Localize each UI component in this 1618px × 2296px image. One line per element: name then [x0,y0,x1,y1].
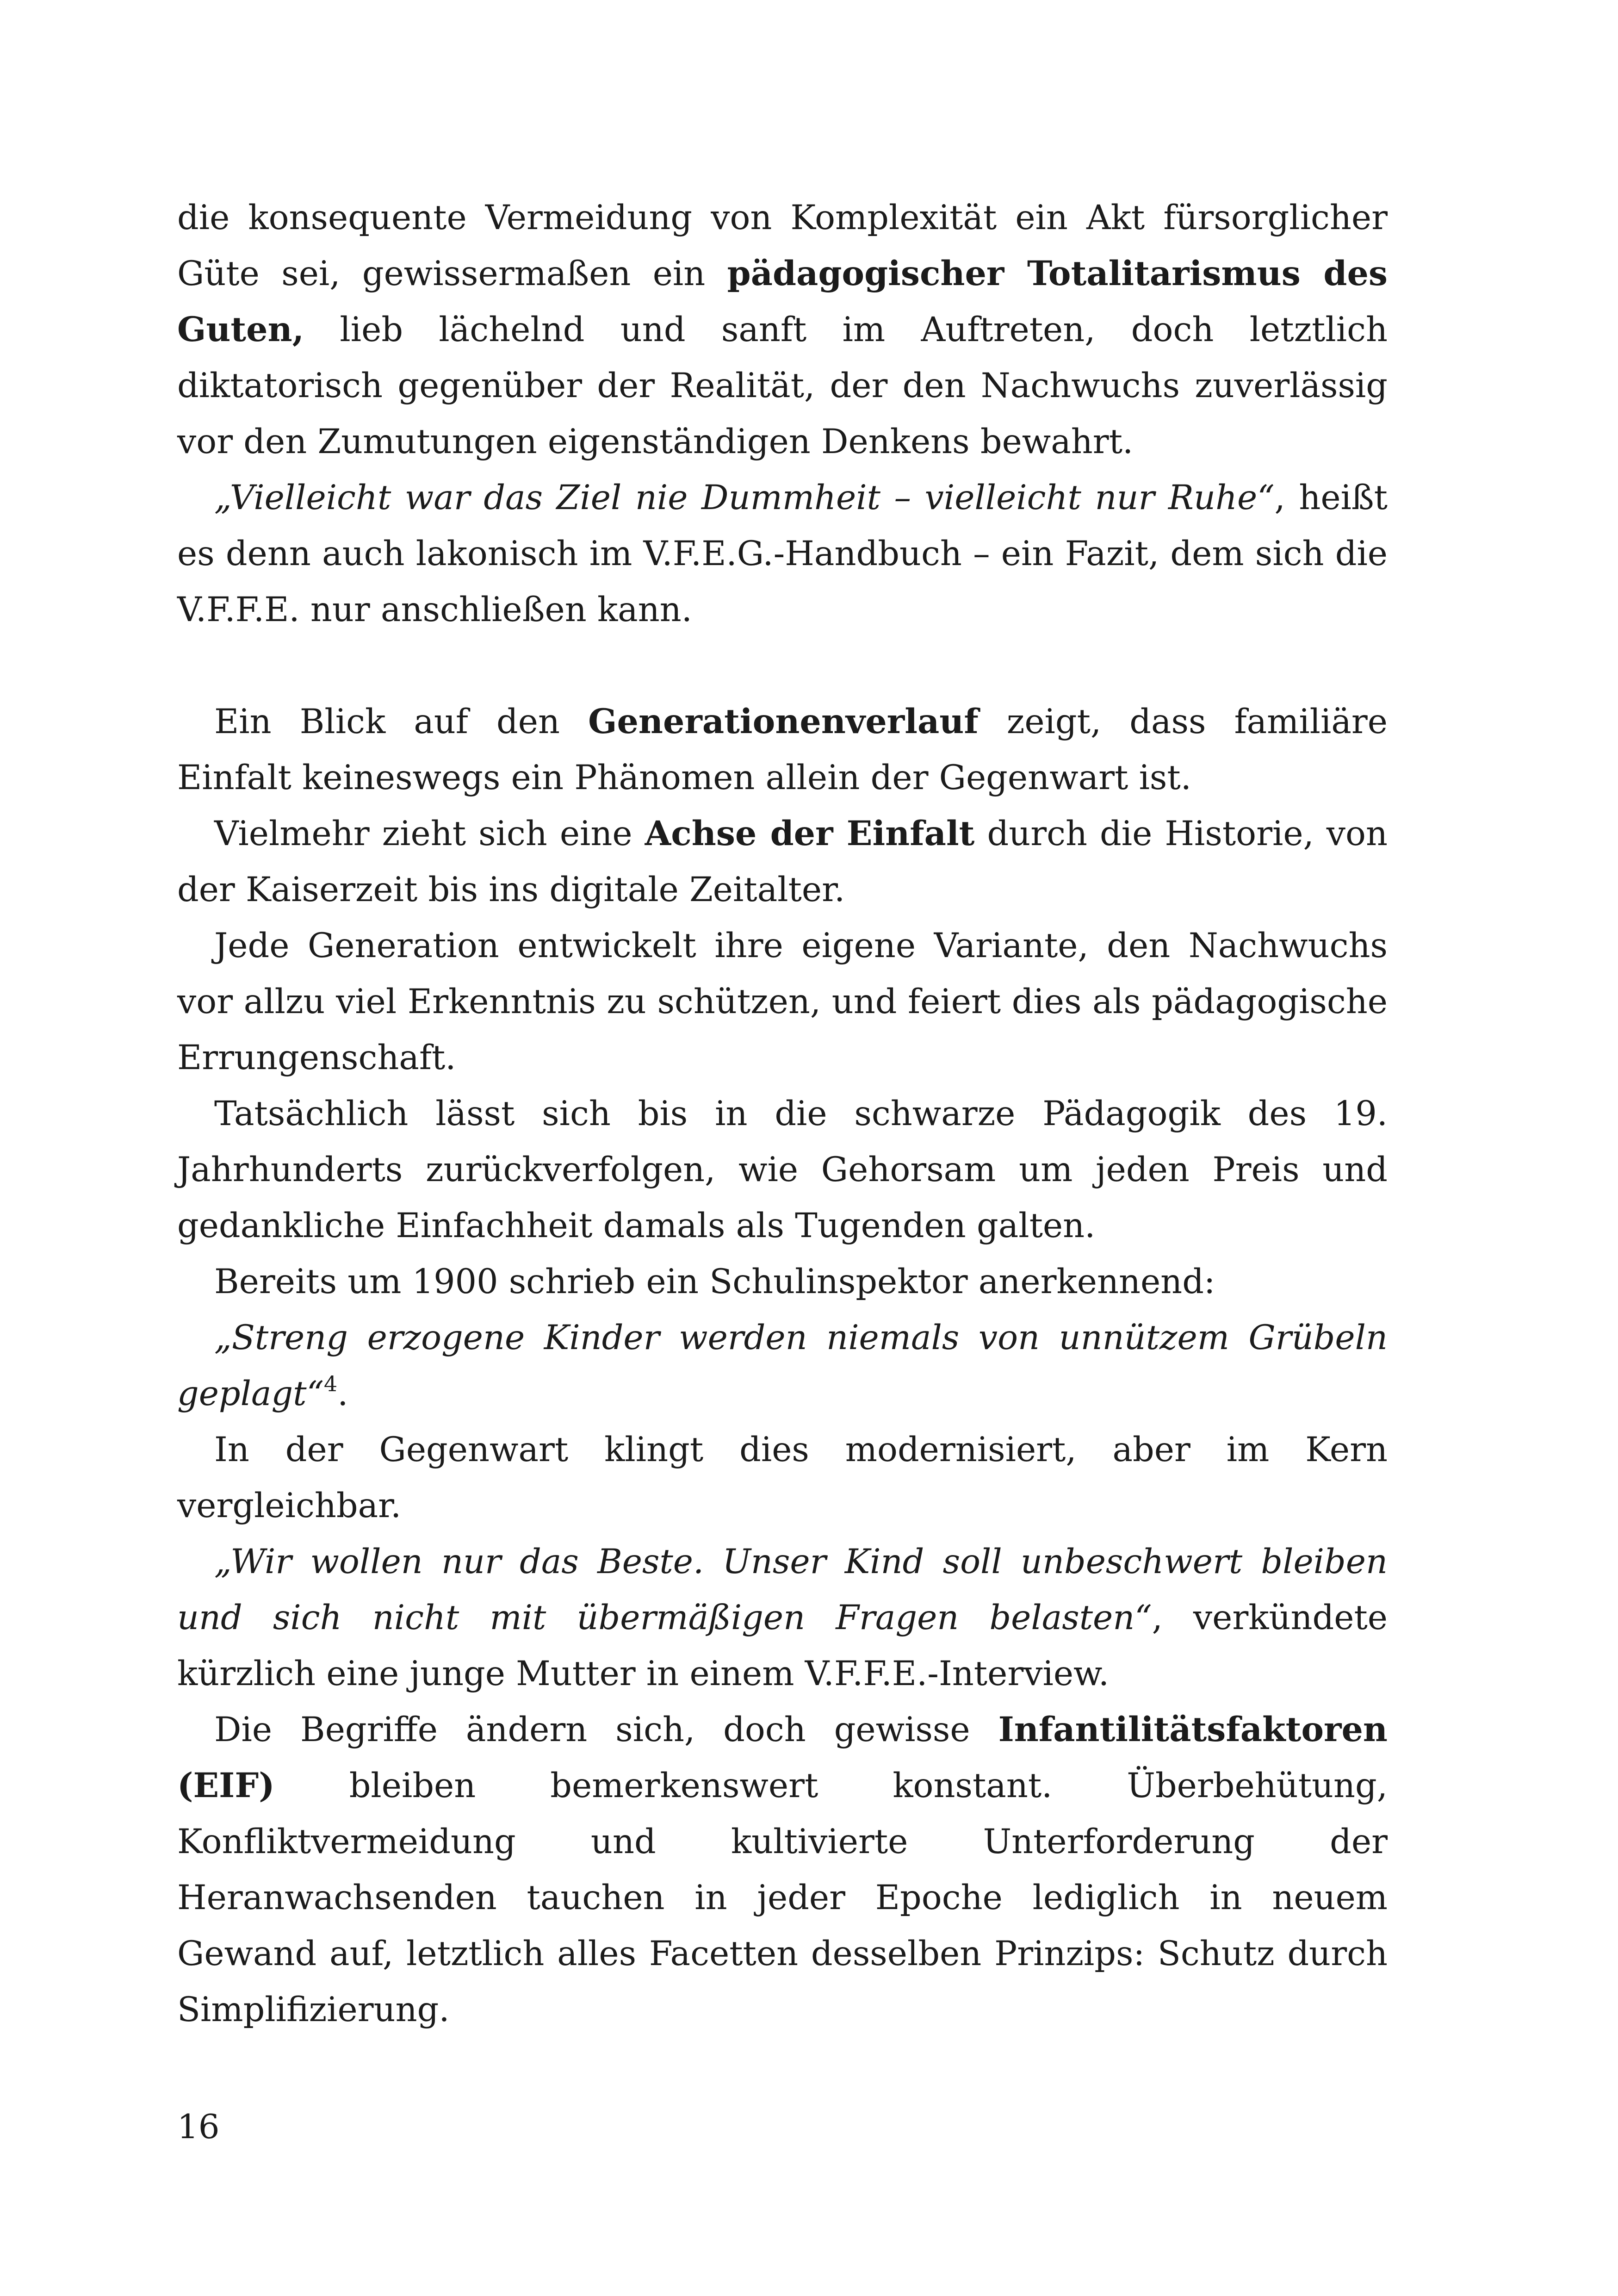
paragraph [177,1086,1388,1254]
paragraph [177,1422,1388,1534]
emphasis-term: Generationenverlauf [588,702,979,741]
paragraph [177,1310,1388,1422]
text-run: zeigt, dass familiäre Einfalt keineswegs ein Phänomen allein der Gegenwart ist. [177,702,1388,797]
quotation: „Vielleicht war das Ziel nie Dummheit – vielleicht nur Ruhe“ [214,478,1275,517]
text-run: . [337,1374,348,1413]
paragraph [177,806,1388,918]
paragraph [177,694,1388,806]
text-run: die konsequente Vermeidung von Komplexität ein Akt fürsorglicher Güte sei, gewissermaßen ein [177,198,1388,293]
text-run: Vielmehr zieht sich eine [214,814,645,853]
text-run: Tatsächlich lässt sich bis in die schwarze Pädagogik des 19. Jahrhunderts zurückverfolgen, wie Gehorsam um jeden Preis und gedankliche Einfachheit damals als Tugenden galten. [177,1094,1388,1245]
paragraph [177,190,1388,470]
text-run: Bereits um 1900 schrieb ein Schulinspektor anerkennend: [214,1262,1215,1301]
footnote-marker: 4 [323,1371,338,1396]
emphasis-term: Achse der Einfalt [645,814,975,853]
emphasis-term: pädagogischer Totalitarismus des Guten, [177,254,1388,349]
text-run: durch die Historie, von der Kaiserzeit bis ins digitale Zeitalter. [177,814,1388,909]
page-number: 16 [177,2107,220,2146]
text-run: In der Gegenwart klingt dies modernisiert, aber im Kern vergleichbar. [177,1430,1388,1525]
paragraph [177,1254,1388,1310]
body-text [177,190,1388,2038]
text-run: , verkündete kürzlich eine junge Mutter in einem V.F.F.E.-Interview. [177,1598,1388,1693]
paragraph [177,470,1388,638]
text-run: Die Begriffe ändern sich, doch gewisse [214,1710,998,1749]
text-run: lieb lächelnd und sanft im Auftreten, doch letztlich diktatorisch gegenüber der Realität, der den Nachwuchs zuverlässig vor den Zumutungen eigenständigen Denkens bewahrt. [177,310,1388,461]
emphasis-term: Infantilitätsfaktoren (EIF) [177,1710,1388,1805]
quotation: „Streng erzogene Kinder werden niemals von unnützem Grübeln geplagt“ [177,1318,1388,1413]
text-run: Ein Blick auf den [214,702,589,741]
text-run: Jede Generation entwickelt ihre eigene Variante, den Nachwuchs vor allzu viel Erkenntnis zu schützen, und feiert dies als pädagogische Errungenschaft. [177,926,1388,1077]
paragraph [177,1534,1388,1702]
text-run: bleiben bemerkenswert konstant. Überbehütung, Konfliktvermeidung und kultivierte Unterforderung der Heranwachsenden tauchen in jeder Epoche lediglich in neuem Gewand auf, letztlich alles Facetten desselben Prinzips: Schutz durch Simplifizierung. [177,1766,1388,2029]
paragraph [177,1702,1388,2038]
text-run: , heißt es denn auch lakonisch im V.F.E.G.-Handbuch – ein Fazit, dem sich die V.F.F.E. nur anschließen kann. [177,478,1388,629]
quotation: „Wir wollen nur das Beste. Unser Kind soll unbeschwert bleiben und sich nicht mit übermäßigen Fragen belasten“ [177,1542,1388,1637]
paragraph [177,918,1388,1086]
